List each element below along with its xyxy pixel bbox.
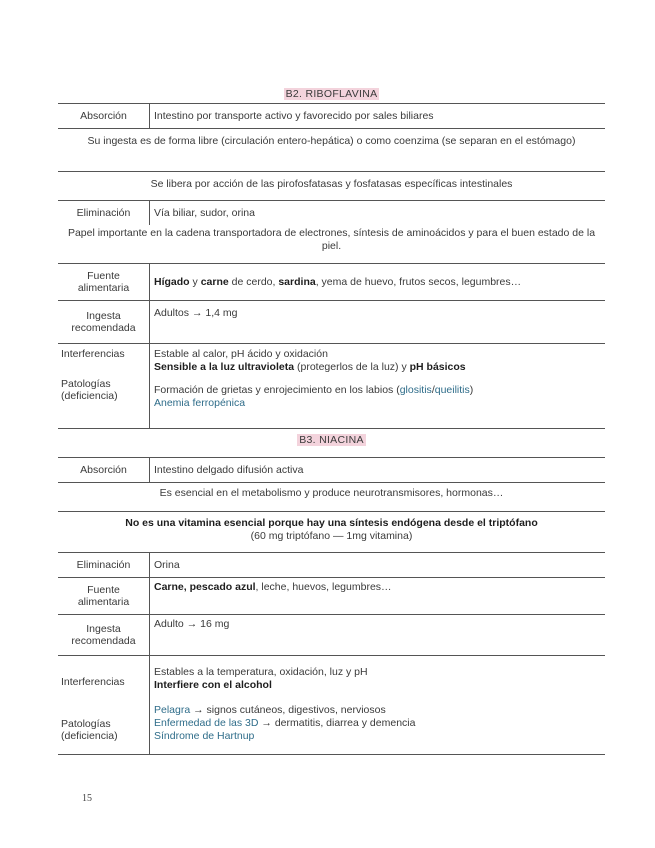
text-no-esencial: No es una vitamina esencial porque hay una síntesis endógena desde el triptófano (60 mg triptófano — 1mg vitamina) (125, 517, 538, 542)
interf-line1: Estables a la temperatura, oxidación, luz y pH (154, 666, 368, 678)
row-no-esencial (58, 511, 605, 552)
value-eliminacion: Vía biliar, sudor, orina (154, 206, 255, 219)
row-esencial (58, 482, 605, 511)
row-fuente-b2 (58, 263, 605, 300)
row-ingesta-b3 (58, 614, 605, 655)
value-absorcion: Intestino delgado difusión activa (154, 463, 304, 476)
labels-interf-pato (58, 656, 150, 754)
value-fuente: Carne, pescado azul, leche, huevos, legumbres… (154, 581, 392, 593)
label-interferencias: Interferencias (61, 676, 125, 688)
value-eliminacion: Orina (154, 558, 180, 571)
pato-line3: Síndrome de Hartnup (154, 730, 255, 742)
value-interf-pato (150, 656, 605, 754)
label-ingesta: Ingesta recomendada (58, 615, 150, 655)
section-title-b2: B2. RIBOFLAVINA (285, 88, 378, 100)
row-absorcion-b2 (58, 103, 605, 128)
text-ingesta-forma: Su ingesta es de forma libre (circulación entero-hepática) o como coenzima (se separan en el estómago) (87, 135, 576, 147)
label-ingesta: Ingesta recomendada (58, 301, 150, 343)
value-ingesta: Adulto → 16 mg (154, 618, 230, 630)
label-fuente: Fuente alimentaria (58, 264, 150, 300)
labels-interf-pato (58, 344, 150, 428)
label-absorcion: Absorción (58, 458, 150, 482)
row-ingesta-forma (58, 128, 605, 171)
row-absorcion-b3 (58, 457, 605, 482)
value-fuente: Hígado y carne de cerdo, sardina, yema de huevo, frutos secos, legumbres… (154, 275, 522, 288)
label-interferencias: Interferencias (61, 348, 125, 360)
label-eliminacion: Eliminación (58, 553, 150, 577)
text-papel: Papel importante en la cadena transportadora de electrones, síntesis de aminoácidos y para el buen estado de la piel. (67, 227, 596, 252)
text-liberacion: Se libera por acción de las pirofosfatasas y fosfatasas específicas intestinales (150, 178, 513, 190)
row-papel (58, 225, 605, 263)
value-interf-pato (150, 344, 605, 428)
value-ingesta: Adultos → 1,4 mg (154, 307, 238, 319)
row-interf-pato-b2 (58, 343, 605, 428)
row-interf-pato-b3 (58, 655, 605, 755)
label-patologias: Patologías (deficiencia) (61, 378, 118, 402)
section-title-b3: B3. NIACINA (58, 428, 605, 451)
row-liberacion (58, 171, 605, 200)
interf-line2: Interfiere con el alcohol (154, 679, 272, 691)
interf-line1: Estable al calor, pH ácido y oxidación (154, 348, 328, 360)
interf-line2: Sensible a la luz ultravioleta (protegerlos de la luz) y pH básicos (154, 361, 466, 373)
text-esencial: Es esencial en el metabolismo y produce neurotransmisores, hormonas… (159, 487, 504, 499)
row-ingesta-b2 (58, 300, 605, 343)
label-fuente: Fuente alimentaria (58, 578, 150, 614)
row-eliminacion-b3 (58, 552, 605, 577)
label-patologias: Patologías (deficiencia) (61, 718, 118, 742)
pato-line1: Formación de grietas y enrojecimiento en los labios (glositis/queilitis) (154, 384, 474, 396)
page-number: 15 (82, 793, 92, 804)
value-absorcion: Intestino por transporte activo y favorecido por sales biliares (154, 109, 434, 122)
pato-line2: Anemia ferropénica (154, 397, 246, 409)
row-fuente-b3 (58, 577, 605, 614)
pato-line2: Enfermedad de las 3D → dermatitis, diarrea y demencia (154, 717, 416, 729)
row-eliminacion-b2 (58, 200, 605, 225)
pato-line1: Pelagra → signos cutáneos, digestivos, nerviosos (154, 704, 386, 716)
label-eliminacion: Eliminación (58, 201, 150, 225)
label-absorcion: Absorción (58, 104, 150, 128)
document-page (58, 85, 605, 755)
